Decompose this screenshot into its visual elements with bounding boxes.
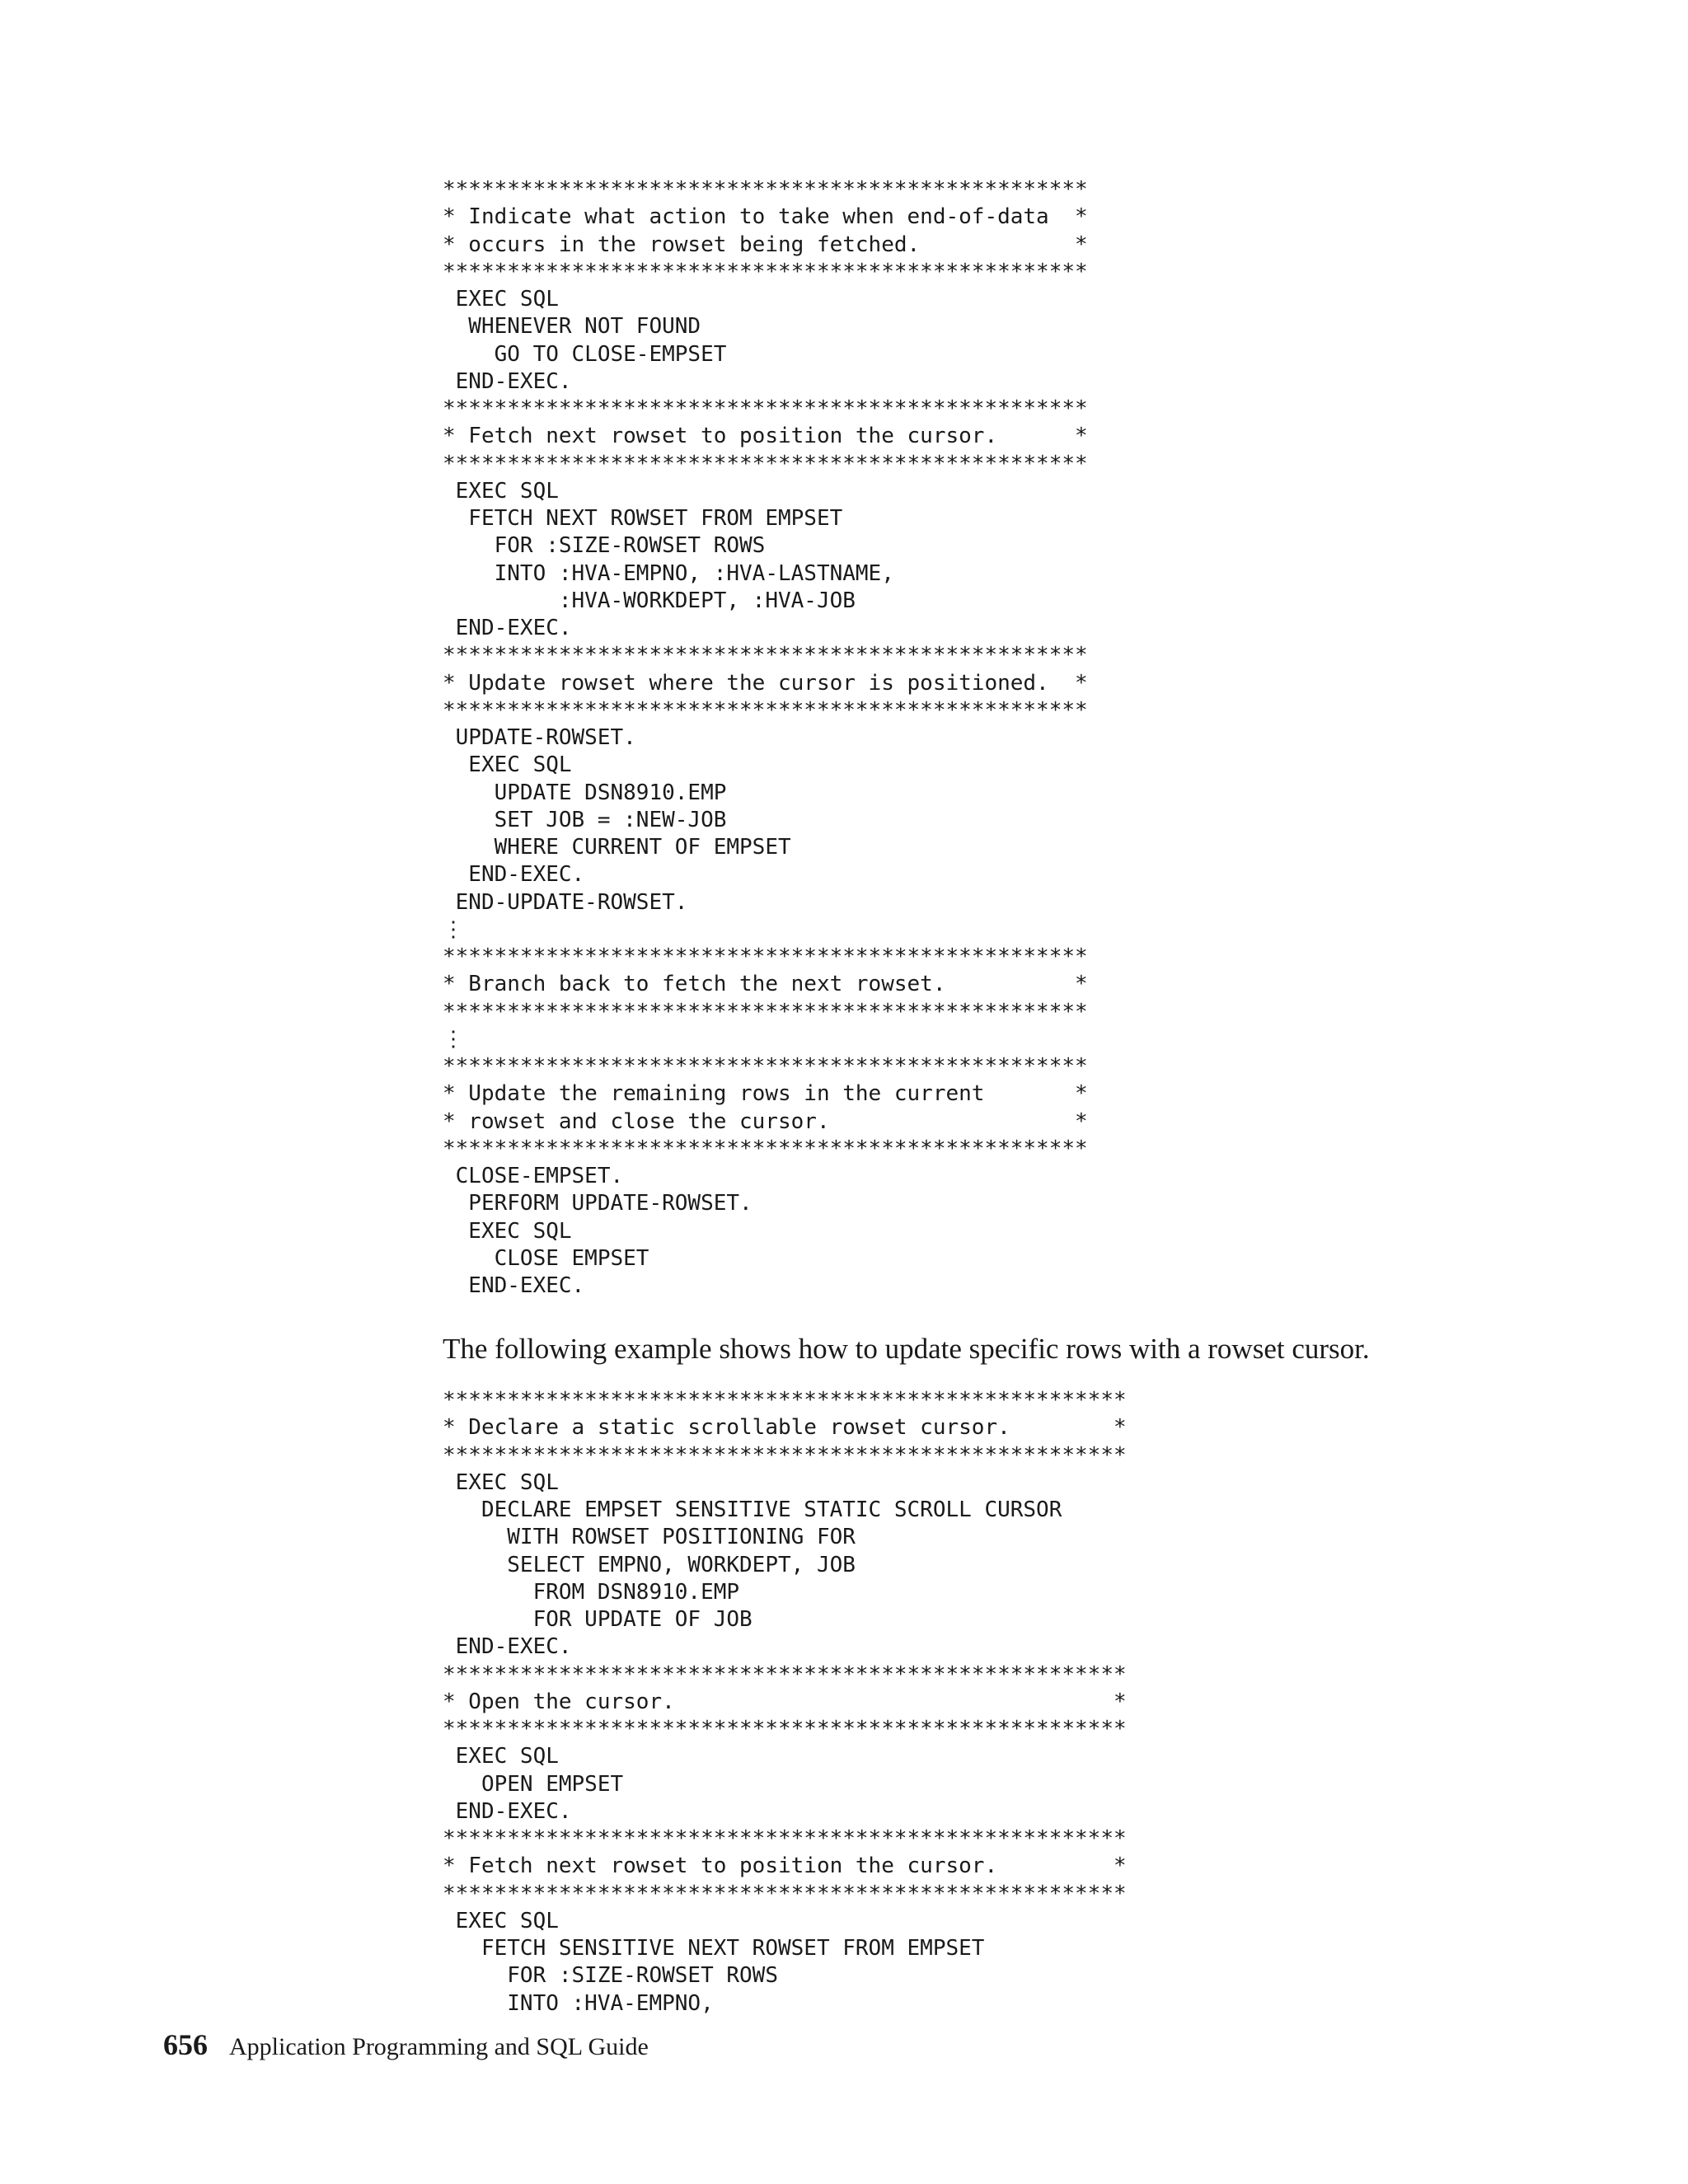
page-footer [163, 2027, 649, 2062]
code-listing-rowset-update: ************************************************** * Indicate what action to take when end-of-data * * occurs in the rowset being fetched. * ************************************************** EXEC SQL WHENEVER NOT FOUND GO TO CLOSE-EMPSET END-EXEC. ************************************************** * Fetch next rowset to position the cursor. * ************************************************** EXEC SQL FETCH NEXT ROWSET FROM EMPSET FOR :SIZE-ROWSET ROWS INTO :HVA-EMPNO, :HVA-LASTNAME, :HVA-WORKDEPT, :HVA-JOB END-EXEC. ************************************************** * Update rowset where the cursor is positioned. * ************************************************** UPDATE-ROWSET. EXEC SQL UPDATE DSN8910.EMP SET JOB = :NEW-JOB WHERE CURRENT OF EMPSET END-EXEC. END-UPDATE-ROWSET. ⋮ ************************************************** * Branch back to fetch the next rowset. * ************************************************** ⋮ ************************************************** * Update the remaining rows in the current * * rowset and close the cursor. * ************************************************** CLOSE-EMPSET. PERFORM UPDATE-ROWSET. EXEC SQL CLOSE EMPSET END-EXEC. [443, 177, 1088, 1298]
code-listing-specific-rows: ***************************************************** * Declare a static scrollable rowset cursor. * ***************************************************** EXEC SQL DECLARE EMPSET SENSITIVE STATIC SCROLL CURSOR WITH ROWSET POSITIONING FOR SELECT EMPNO, WORKDEPT, JOB FROM DSN8910.EMP FOR UPDATE OF JOB END-EXEC. ***************************************************** * Open the cursor. * ***************************************************** EXEC SQL OPEN EMPSET END-EXEC. ***************************************************** * Fetch next rowset to position the cursor. * ***************************************************** EXEC SQL FETCH SENSITIVE NEXT ROWSET FROM EMPSET FOR :SIZE-ROWSET ROWS INTO :HVA-EMPNO, [443, 1388, 1127, 2016]
intro-paragraph: The following example shows how to update specific rows with a rowset cursor. [443, 1333, 1370, 1365]
page-number: 656 [163, 2028, 208, 2061]
book-title: Application Programming and SQL Guide [229, 2033, 649, 2060]
